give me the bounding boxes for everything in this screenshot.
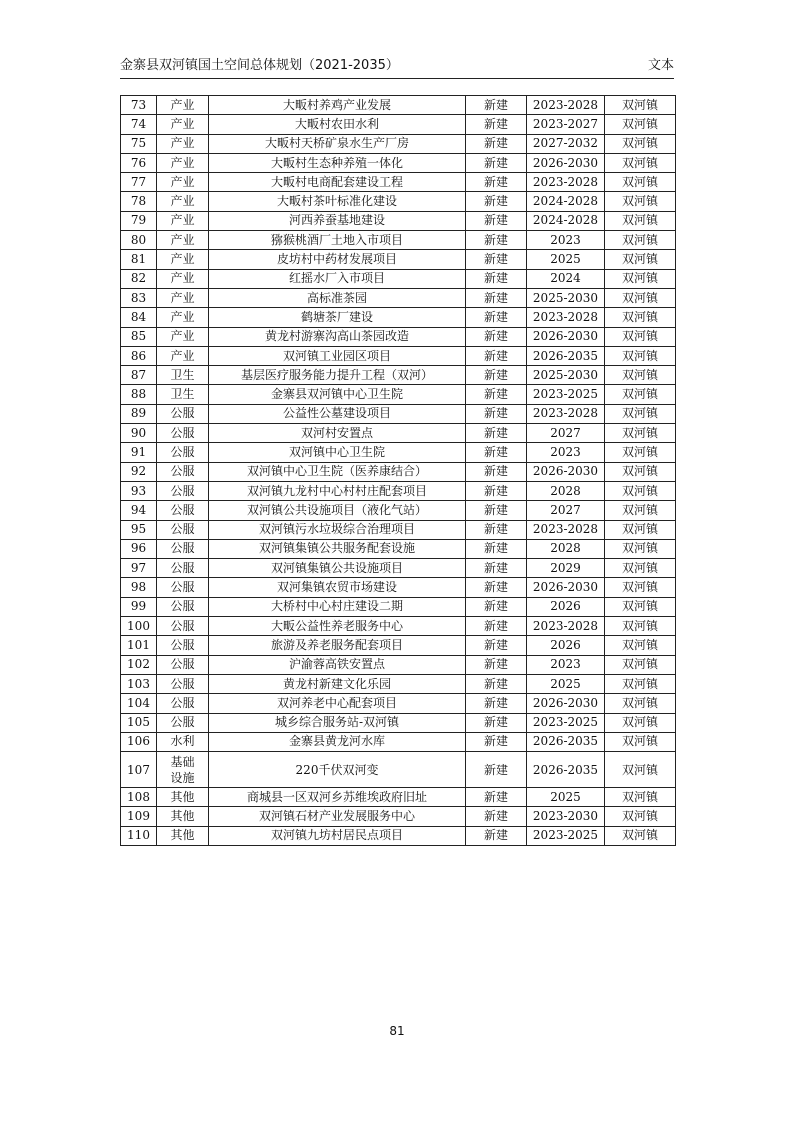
category-cell: 产业 [157,96,209,115]
project-name-cell: 金寨县黄龙河水库 [209,732,466,751]
project-name-cell: 220千伏双河变 [209,752,466,788]
project-name-cell: 双河镇集镇公共设施项目 [209,559,466,578]
project-name-cell: 双河镇集镇公共服务配套设施 [209,539,466,558]
construction-type-cell: 新建 [466,346,527,365]
category-cell: 产业 [157,346,209,365]
row-number-cell: 101 [121,636,157,655]
town-cell: 双河镇 [605,96,676,115]
period-cell: 2026-2035 [527,752,605,788]
town-cell: 双河镇 [605,231,676,250]
category-cell: 产业 [157,192,209,211]
construction-type-cell: 新建 [466,694,527,713]
period-cell: 2026-2030 [527,153,605,172]
period-cell: 2026-2030 [527,578,605,597]
row-number-cell: 104 [121,694,157,713]
period-cell: 2023-2027 [527,115,605,134]
construction-type-cell: 新建 [466,713,527,732]
construction-type-cell: 新建 [466,269,527,288]
project-name-cell: 大畈村养鸡产业发展 [209,96,466,115]
construction-type-cell: 新建 [466,308,527,327]
construction-type-cell: 新建 [466,617,527,636]
category-cell: 公服 [157,674,209,693]
period-cell: 2024-2028 [527,192,605,211]
category-cell: 公服 [157,481,209,500]
category-cell: 公服 [157,501,209,520]
table-row [121,192,676,211]
town-cell: 双河镇 [605,578,676,597]
town-cell: 双河镇 [605,826,676,845]
construction-type-cell: 新建 [466,424,527,443]
row-number-cell: 110 [121,826,157,845]
town-cell: 双河镇 [605,520,676,539]
town-cell: 双河镇 [605,559,676,578]
project-name-cell: 黄龙村新建文化乐园 [209,674,466,693]
row-number-cell: 106 [121,732,157,751]
table-row [121,134,676,153]
project-name-cell: 双河镇九坊村居民点项目 [209,826,466,845]
town-cell: 双河镇 [605,288,676,307]
table-row [121,597,676,616]
row-number-cell: 79 [121,211,157,230]
town-cell: 双河镇 [605,788,676,807]
row-number-cell: 81 [121,250,157,269]
town-cell: 双河镇 [605,211,676,230]
row-number-cell: 91 [121,443,157,462]
category-cell: 产业 [157,134,209,153]
town-cell: 双河镇 [605,732,676,751]
town-cell: 双河镇 [605,269,676,288]
table-row [121,655,676,674]
row-number-cell: 73 [121,96,157,115]
period-cell: 2026-2035 [527,732,605,751]
construction-type-cell: 新建 [466,788,527,807]
period-cell: 2029 [527,559,605,578]
project-name-cell: 黄龙村游寨沟高山茶园改造 [209,327,466,346]
project-name-cell: 旅游及养老服务配套项目 [209,636,466,655]
period-cell: 2028 [527,539,605,558]
town-cell: 双河镇 [605,173,676,192]
period-cell: 2025 [527,788,605,807]
table-row [121,788,676,807]
category-cell: 产业 [157,153,209,172]
construction-type-cell: 新建 [466,674,527,693]
row-number-cell: 74 [121,115,157,134]
period-cell: 2024 [527,269,605,288]
category-cell: 产业 [157,211,209,230]
row-number-cell: 88 [121,385,157,404]
category-cell: 产业 [157,231,209,250]
table-row [121,211,676,230]
construction-type-cell: 新建 [466,539,527,558]
project-name-cell: 猕猴桃酒厂土地入市项目 [209,231,466,250]
construction-type-cell: 新建 [466,578,527,597]
project-name-cell: 双河集镇农贸市场建设 [209,578,466,597]
town-cell: 双河镇 [605,636,676,655]
category-cell: 其他 [157,826,209,845]
category-cell: 公服 [157,578,209,597]
category-cell: 其他 [157,788,209,807]
construction-type-cell: 新建 [466,501,527,520]
table-row [121,617,676,636]
row-number-cell: 107 [121,752,157,788]
town-cell: 双河镇 [605,443,676,462]
period-cell: 2023 [527,655,605,674]
construction-type-cell: 新建 [466,636,527,655]
category-cell: 公服 [157,404,209,423]
project-table [120,95,676,846]
category-cell: 产业 [157,173,209,192]
category-cell: 公服 [157,597,209,616]
project-name-cell: 大畈村生态种养殖一体化 [209,153,466,172]
table-row [121,578,676,597]
project-name-cell: 高标准茶园 [209,288,466,307]
row-number-cell: 86 [121,346,157,365]
category-cell: 公服 [157,694,209,713]
row-number-cell: 90 [121,424,157,443]
town-cell: 双河镇 [605,115,676,134]
category-cell: 产业 [157,115,209,134]
table-row [121,539,676,558]
category-cell: 产业 [157,308,209,327]
table-row [121,288,676,307]
row-number-cell: 99 [121,597,157,616]
project-table-container [120,95,675,846]
table-row [121,443,676,462]
category-cell: 公服 [157,713,209,732]
category-cell: 水利 [157,732,209,751]
period-cell: 2023-2030 [527,807,605,826]
town-cell: 双河镇 [605,327,676,346]
town-cell: 双河镇 [605,308,676,327]
town-cell: 双河镇 [605,134,676,153]
town-cell: 双河镇 [605,385,676,404]
construction-type-cell: 新建 [466,752,527,788]
period-cell: 2024-2028 [527,211,605,230]
table-row [121,115,676,134]
period-cell: 2023 [527,231,605,250]
project-name-cell: 双河镇公共设施项目（液化气站） [209,501,466,520]
table-row [121,327,676,346]
period-cell: 2023 [527,443,605,462]
table-row [121,559,676,578]
period-cell: 2023-2025 [527,385,605,404]
table-row [121,231,676,250]
project-name-cell: 双河镇石材产业发展服务中心 [209,807,466,826]
project-table-body [121,96,676,846]
row-number-cell: 103 [121,674,157,693]
period-cell: 2028 [527,481,605,500]
category-cell: 公服 [157,636,209,655]
period-cell: 2026 [527,636,605,655]
row-number-cell: 95 [121,520,157,539]
construction-type-cell: 新建 [466,404,527,423]
project-name-cell: 大畈公益性养老服务中心 [209,617,466,636]
project-name-cell: 金寨县双河镇中心卫生院 [209,385,466,404]
category-cell: 产业 [157,288,209,307]
town-cell: 双河镇 [605,674,676,693]
construction-type-cell: 新建 [466,288,527,307]
category-cell: 公服 [157,520,209,539]
project-name-cell: 城乡综合服务站-双河镇 [209,713,466,732]
construction-type-cell: 新建 [466,481,527,500]
project-name-cell: 沪渝蓉高铁安置点 [209,655,466,674]
row-number-cell: 94 [121,501,157,520]
table-row [121,250,676,269]
period-cell: 2023-2028 [527,308,605,327]
category-cell: 公服 [157,443,209,462]
document-title: 金寨县双河镇国土空间总体规划（2021-2035） [120,58,399,73]
project-name-cell: 大畈村茶叶标准化建设 [209,192,466,211]
row-number-cell: 102 [121,655,157,674]
town-cell: 双河镇 [605,481,676,500]
period-cell: 2026-2030 [527,694,605,713]
category-cell: 其他 [157,807,209,826]
table-row [121,385,676,404]
table-row [121,462,676,481]
row-number-cell: 83 [121,288,157,307]
page-header [120,56,674,79]
table-row [121,424,676,443]
category-cell: 公服 [157,462,209,481]
category-cell: 产业 [157,327,209,346]
project-name-cell: 双河养老中心配套项目 [209,694,466,713]
category-cell: 基础设施 [157,752,209,788]
table-row [121,636,676,655]
table-row [121,752,676,788]
row-number-cell: 84 [121,308,157,327]
town-cell: 双河镇 [605,462,676,481]
table-row [121,173,676,192]
construction-type-cell: 新建 [466,211,527,230]
construction-type-cell: 新建 [466,520,527,539]
period-cell: 2023-2028 [527,404,605,423]
town-cell: 双河镇 [605,250,676,269]
construction-type-cell: 新建 [466,655,527,674]
town-cell: 双河镇 [605,807,676,826]
row-number-cell: 89 [121,404,157,423]
construction-type-cell: 新建 [466,385,527,404]
construction-type-cell: 新建 [466,597,527,616]
row-number-cell: 82 [121,269,157,288]
period-cell: 2023-2028 [527,617,605,636]
town-cell: 双河镇 [605,713,676,732]
row-number-cell: 96 [121,539,157,558]
row-number-cell: 109 [121,807,157,826]
table-row [121,694,676,713]
construction-type-cell: 新建 [466,327,527,346]
period-cell: 2023-2028 [527,520,605,539]
row-number-cell: 77 [121,173,157,192]
project-name-cell: 皮坊村中药材发展项目 [209,250,466,269]
town-cell: 双河镇 [605,346,676,365]
project-name-cell: 双河镇中心卫生院（医养康结合） [209,462,466,481]
town-cell: 双河镇 [605,424,676,443]
table-row [121,520,676,539]
period-cell: 2027-2032 [527,134,605,153]
page-number: 81 [389,1024,405,1038]
table-row [121,269,676,288]
project-name-cell: 大畈村农田水利 [209,115,466,134]
table-row [121,346,676,365]
row-number-cell: 87 [121,366,157,385]
table-row [121,366,676,385]
category-cell: 产业 [157,269,209,288]
table-row [121,674,676,693]
period-cell: 2027 [527,424,605,443]
town-cell: 双河镇 [605,597,676,616]
period-cell: 2023-2028 [527,96,605,115]
row-number-cell: 98 [121,578,157,597]
row-number-cell: 92 [121,462,157,481]
town-cell: 双河镇 [605,617,676,636]
table-row [121,404,676,423]
project-name-cell: 大桥村中心村庄建设二期 [209,597,466,616]
period-cell: 2025 [527,250,605,269]
category-cell: 产业 [157,250,209,269]
project-name-cell: 鹤塘茶厂建设 [209,308,466,327]
period-cell: 2025-2030 [527,366,605,385]
table-row [121,807,676,826]
project-name-cell: 双河镇中心卫生院 [209,443,466,462]
table-row [121,501,676,520]
category-cell: 公服 [157,617,209,636]
period-cell: 2027 [527,501,605,520]
table-row [121,826,676,845]
table-row [121,732,676,751]
table-row [121,713,676,732]
project-name-cell: 大畈村天桥矿泉水生产厂房 [209,134,466,153]
construction-type-cell: 新建 [466,134,527,153]
period-cell: 2026-2035 [527,346,605,365]
row-number-cell: 76 [121,153,157,172]
town-cell: 双河镇 [605,694,676,713]
town-cell: 双河镇 [605,366,676,385]
row-number-cell: 78 [121,192,157,211]
category-cell: 公服 [157,559,209,578]
category-cell: 公服 [157,539,209,558]
construction-type-cell: 新建 [466,153,527,172]
project-name-cell: 红摇水厂入市项目 [209,269,466,288]
construction-type-cell: 新建 [466,96,527,115]
town-cell: 双河镇 [605,752,676,788]
construction-type-cell: 新建 [466,462,527,481]
project-name-cell: 双河镇工业园区项目 [209,346,466,365]
town-cell: 双河镇 [605,192,676,211]
category-cell: 公服 [157,655,209,674]
construction-type-cell: 新建 [466,807,527,826]
table-row [121,96,676,115]
row-number-cell: 80 [121,231,157,250]
construction-type-cell: 新建 [466,732,527,751]
table-row [121,308,676,327]
period-cell: 2026-2030 [527,327,605,346]
construction-type-cell: 新建 [466,192,527,211]
period-cell: 2025 [527,674,605,693]
construction-type-cell: 新建 [466,231,527,250]
project-name-cell: 双河镇污水垃圾综合治理项目 [209,520,466,539]
construction-type-cell: 新建 [466,366,527,385]
project-name-cell: 双河村安置点 [209,424,466,443]
period-cell: 2026-2030 [527,462,605,481]
row-number-cell: 85 [121,327,157,346]
table-row [121,481,676,500]
row-number-cell: 75 [121,134,157,153]
period-cell: 2026 [527,597,605,616]
document-type-label: 文本 [647,58,674,73]
project-name-cell: 大畈村电商配套建设工程 [209,173,466,192]
period-cell: 2023-2025 [527,713,605,732]
construction-type-cell: 新建 [466,826,527,845]
row-number-cell: 93 [121,481,157,500]
category-cell: 卫生 [157,366,209,385]
row-number-cell: 105 [121,713,157,732]
town-cell: 双河镇 [605,539,676,558]
row-number-cell: 108 [121,788,157,807]
row-number-cell: 97 [121,559,157,578]
period-cell: 2025-2030 [527,288,605,307]
construction-type-cell: 新建 [466,173,527,192]
construction-type-cell: 新建 [466,559,527,578]
construction-type-cell: 新建 [466,115,527,134]
town-cell: 双河镇 [605,153,676,172]
project-name-cell: 商城县一区双河乡苏维埃政府旧址 [209,788,466,807]
period-cell: 2023-2025 [527,826,605,845]
table-row [121,153,676,172]
project-name-cell: 公益性公墓建设项目 [209,404,466,423]
category-cell: 公服 [157,424,209,443]
project-name-cell: 基层医疗服务能力提升工程（双河） [209,366,466,385]
category-cell: 卫生 [157,385,209,404]
construction-type-cell: 新建 [466,250,527,269]
row-number-cell: 100 [121,617,157,636]
town-cell: 双河镇 [605,404,676,423]
period-cell: 2023-2028 [527,173,605,192]
town-cell: 双河镇 [605,655,676,674]
project-name-cell: 双河镇九龙村中心村村庄配套项目 [209,481,466,500]
town-cell: 双河镇 [605,501,676,520]
project-name-cell: 河西养蚕基地建设 [209,211,466,230]
construction-type-cell: 新建 [466,443,527,462]
